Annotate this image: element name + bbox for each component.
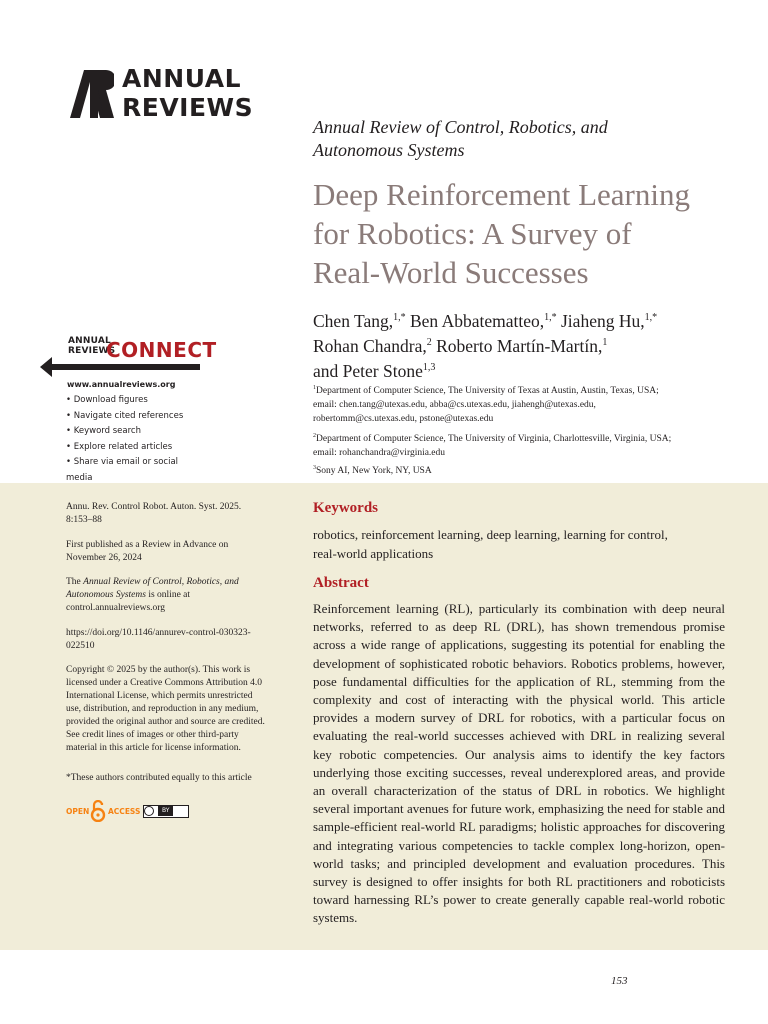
citation (66, 501, 281, 527)
copyright-line: licensed under a Creative Commons Attribution 4.0 (66, 678, 263, 688)
affiliation-email[interactable]: robertomm@cs.utexas.edu, pstone@utexas.edu (313, 414, 494, 425)
journal-name-line-2: Autonomous Systems (313, 140, 465, 160)
author-name: Roberto Martín-Martín, (431, 335, 603, 356)
copyright-line: use, distribution, and reproduction in any medium, (66, 704, 259, 714)
copyright-line: See credit lines of images or other third-party (66, 730, 239, 740)
keywords-line: robotics, reinforcement learning, deep learning, learning for control, (313, 527, 668, 542)
copyright-notice (66, 664, 281, 755)
author-name: Chen Tang, (313, 310, 394, 331)
affiliation-2 (313, 429, 733, 460)
logo-line-1: ANNUAL (122, 64, 242, 93)
affiliation-3 (313, 461, 733, 478)
author-list (313, 307, 733, 381)
connect-brand-word: CONNECT (106, 338, 217, 362)
doi[interactable] (66, 627, 281, 653)
first-published-line: November 26, 2024 (66, 553, 142, 563)
online-text: is online at (145, 590, 191, 600)
affiliation-1 (313, 381, 733, 426)
equal-contribution-text: *These authors contributed equally to this article (66, 773, 252, 783)
online-availability (66, 576, 281, 615)
title-line-1: Deep Reinforcement Learning (313, 177, 690, 212)
connect-brand-small-2: REVIEWS (68, 346, 116, 356)
affiliation-text: Department of Computer Science, The University of Texas at Austin, Austin, Texas, USA; (316, 386, 659, 397)
list-item: • Keyword search (66, 424, 205, 440)
author-affiliation-mark: 1 (602, 336, 608, 348)
list-item: • Explore related articles (66, 440, 205, 456)
abstract-body: Reinforcement learning (RL), particularly its combination with deep neural networks, referred to as deep RL (DRL), has shown tremendous promise across a wide range of applications, suggesting its potential for enabling the development of sophisticated robotic behaviors. Robotics problems, however, pose fundamental difficulties for the application of RL, stemming from the complexity and cost of interacting with the physical world. This article provides a modern survey of DRL for robotics, with a particular focus on evaluating the real-world successes achieved with DRL in realizing several key robotic competencies. Our analysis aims to identify the key factors underlying those exciting successes, reveal underexplored areas, and provide an overall characterization of the status of DRL in robotics. We highlight several important avenues for future work, emphasizing the need for stable and sample-efficient real-world RL paradigms; holistic approaches for discovering and integrating various competencies to tackle complex long-horizon, open-world tasks; and principled development and evaluation procedures. This survey is designed to offer insights for both RL practitioners and roboticists toward harnessing RL’s power to create generally capable real-world robotic systems. (313, 601, 725, 926)
copyright-line: International License, which permits unrestricted (66, 691, 253, 701)
open-access-badge[interactable] (66, 802, 216, 822)
citation-line: Annu. Rev. Control Robot. Auton. Syst. 2025. (66, 502, 242, 512)
annual-reviews-ar-logo-icon (66, 68, 114, 120)
affiliation-email[interactable]: email: chen.tang@utexas.edu, abba@cs.utexas.edu, jiahengh@utexas.edu, (313, 400, 596, 411)
author-name: Rohan Chandra, (313, 335, 427, 356)
citation-line: 8:153–88 (66, 515, 102, 525)
equal-contribution-note (66, 772, 281, 785)
list-item: • Share via email or social media (66, 455, 205, 486)
author-affiliation-mark: 1,* (393, 312, 406, 323)
annual-reviews-connect (40, 333, 217, 483)
affiliation-text: Department of Computer Science, The University of Virginia, Charlottesville, Virginia, USA; (316, 434, 672, 445)
author-affiliation-mark: 1,* (544, 312, 557, 323)
title-line-2: for Robotics: A Survey of (313, 216, 632, 251)
journal-name (313, 116, 713, 162)
abstract-heading: Abstract (313, 575, 369, 591)
access-label: ACCESS (108, 807, 141, 816)
keywords-text (313, 525, 713, 563)
author-name: and Peter Stone (313, 360, 423, 381)
doi-link[interactable]: 022510 (66, 641, 95, 651)
connect-feature-list (66, 393, 205, 486)
page-number: 153 (611, 975, 628, 987)
author-affiliation-mark: 1,3 (422, 361, 436, 373)
copyright-line: Copyright © 2025 by the author(s). This work is (66, 665, 251, 675)
affiliation-text: Sony AI, New York, NY, USA (316, 466, 432, 477)
annual-reviews-logo[interactable] (66, 66, 266, 122)
online-text: The (66, 577, 84, 587)
affiliation-email[interactable]: email: rohanchandra@virginia.edu (313, 448, 446, 459)
copyright-line: provided the original author and source are credited. (66, 717, 265, 727)
logo-line-2: REVIEWS (122, 93, 254, 122)
doi-link[interactable]: https://doi.org/10.1146/annurev-control-030323- (66, 628, 251, 638)
list-item: • Navigate cited references (66, 409, 205, 425)
connect-brand-small-1: ANNUAL (68, 336, 111, 346)
open-lock-icon (90, 800, 106, 822)
title-line-3: Real-World Successes (313, 255, 589, 290)
arrow-left-icon (40, 355, 205, 379)
article-title (313, 175, 733, 292)
journal-url-link[interactable]: control.annualreviews.org (66, 603, 166, 613)
open-label: OPEN (66, 807, 90, 816)
author-affiliation-mark: 2 (426, 336, 432, 348)
copyright-line: material in this article for license information. (66, 743, 241, 753)
author-affiliation-mark: 1,* (644, 312, 658, 323)
affiliation-mark: 1 (313, 385, 316, 391)
list-item: • Download figures (66, 393, 205, 409)
keywords-heading: Keywords (313, 500, 378, 516)
affiliation-mark: 2 (313, 433, 316, 439)
affiliation-mark: 3 (313, 465, 316, 471)
author-name: Ben Abbatematteo, (405, 310, 545, 331)
online-journal: Autonomous Systems (66, 590, 146, 600)
first-published (66, 539, 281, 565)
connect-url[interactable]: www.annualreviews.org (67, 380, 176, 389)
cc-by-label: BY (158, 806, 173, 816)
keywords-line: real-world applications (313, 546, 434, 561)
cc-circle-icon (144, 806, 154, 816)
first-published-line: First published as a Review in Advance on (66, 540, 229, 550)
online-journal: Annual Review of Control, Robotics, and (83, 577, 239, 587)
journal-name-line-1: Annual Review of Control, Robotics, and (313, 117, 608, 137)
author-name: Jiaheng Hu, (556, 310, 645, 331)
